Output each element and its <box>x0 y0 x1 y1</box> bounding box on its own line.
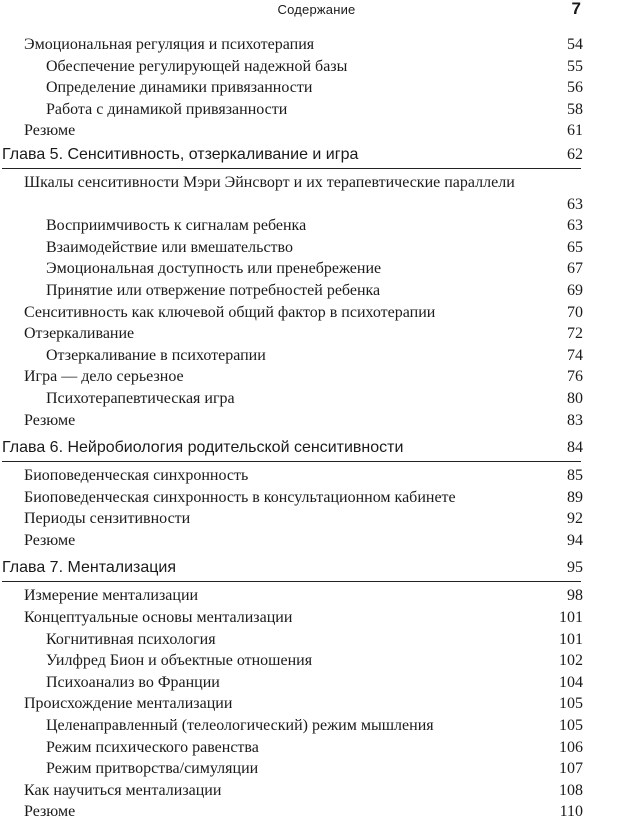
toc-entry-title: Резюме <box>24 411 76 429</box>
toc-entry-title: Игра — дело серьезное <box>24 368 184 386</box>
toc-section <box>0 801 633 823</box>
toc-entry-page: 106 <box>559 738 583 756</box>
toc-section <box>0 487 633 509</box>
toc-entry-page: 76 <box>567 368 583 386</box>
toc-section <box>0 465 633 487</box>
chapter-rule <box>2 581 581 582</box>
toc-entry-page: 69 <box>567 281 583 299</box>
toc-entry-page: 94 <box>567 531 583 549</box>
toc-subsection <box>0 280 633 302</box>
toc-entry-page: 55 <box>567 57 583 75</box>
toc-entry-title: Работа с динамикой привязанности <box>46 100 288 118</box>
toc-entry-title: Происхождение ментализации <box>24 695 233 713</box>
toc-section <box>0 172 633 215</box>
toc-section <box>0 302 633 324</box>
toc-entry-title: Целенаправленный (телеологический) режим мышления <box>46 717 434 735</box>
toc-entry-title: Восприимчивость к сигналам ребенка <box>46 217 307 235</box>
toc-entry-page: 74 <box>567 346 583 364</box>
toc-entry-page: 58 <box>567 100 583 118</box>
toc-entry-page: 105 <box>559 695 583 713</box>
toc-subsection <box>0 672 633 694</box>
toc-entry-title: Обеспечение регулирующей надежной базы <box>46 57 348 75</box>
page-number: 7 <box>571 0 581 18</box>
toc-entry-title: Резюме <box>24 803 76 821</box>
toc-entry-page: 63 <box>567 195 583 213</box>
chapter-title: Глава 6. Нейробиология родительской сенситивности <box>2 439 404 457</box>
toc-entry-page: 63 <box>567 217 583 235</box>
toc-entry-title: Психотерапевтическая игра <box>46 389 235 407</box>
chapter-rule <box>2 461 581 462</box>
toc-subsection <box>0 77 633 99</box>
toc-entry-page: 54 <box>567 36 583 53</box>
toc-subsection <box>0 737 633 759</box>
chapter-page: 95 <box>567 559 583 577</box>
toc-entry-page: 65 <box>567 238 583 256</box>
toc-entry-page: 104 <box>559 673 583 691</box>
chapter-heading <box>0 551 633 585</box>
toc-subsection <box>0 345 633 367</box>
toc-entry-page: 102 <box>559 652 583 670</box>
toc-entry-title: Психоанализ во Франции <box>46 673 220 691</box>
toc-entry-title: Как научиться ментализации <box>24 781 222 799</box>
toc-subsection <box>0 215 633 237</box>
toc-entry-page: 108 <box>559 781 583 799</box>
toc-entry-page: 67 <box>567 260 583 278</box>
chapter-page: 62 <box>567 145 583 163</box>
toc-entry-title: Биоповеденческая синхронность в консультационном кабинете <box>24 488 456 506</box>
toc-entry-title: Уилфред Бион и объектные отношения <box>46 652 313 670</box>
toc-section <box>0 34 633 56</box>
toc-entry-title: Периоды сензитивности <box>24 510 191 528</box>
toc-entry-title: Режим притворства/симуляции <box>46 760 259 778</box>
toc-entry-title: Резюме <box>24 531 76 549</box>
table-of-contents <box>0 34 633 823</box>
toc-entry-title: Измерение ментализации <box>24 587 199 605</box>
toc-section <box>0 508 633 530</box>
chapter-title: Глава 7. Ментализация <box>2 559 177 577</box>
toc-section <box>0 323 633 345</box>
toc-entry-title: Взаимодействие или вмешательство <box>46 238 293 256</box>
toc-entry-page: 85 <box>567 467 583 485</box>
toc-subsection <box>0 629 633 651</box>
toc-entry-page: 61 <box>567 122 583 140</box>
toc-entry-page: 72 <box>567 325 583 343</box>
chapter-title: Глава 5. Сенситивность, отзеркаливание и игра <box>2 145 359 163</box>
toc-entry-page: 83 <box>567 411 583 429</box>
toc-entry-page: 107 <box>559 760 583 778</box>
toc-section <box>0 780 633 802</box>
toc-subsection <box>0 56 633 78</box>
running-title: Содержание <box>277 2 356 17</box>
toc-entry-title: Принятие или отвержение потребностей ребенка <box>46 281 381 299</box>
toc-entry-page: 105 <box>559 717 583 735</box>
toc-section <box>0 607 633 629</box>
toc-entry-page: 56 <box>567 79 583 97</box>
toc-subsection <box>0 758 633 780</box>
toc-section <box>0 585 633 607</box>
chapter-heading <box>0 431 633 465</box>
page-header <box>0 0 633 22</box>
toc-entry-page: 101 <box>559 609 583 627</box>
toc-subsection <box>0 650 633 672</box>
toc-entry-title: Резюме <box>24 122 76 140</box>
toc-entry-title: Эмоциональная доступность или пренебрежение <box>46 260 382 278</box>
toc-entry-title: Режим психического равенства <box>46 738 259 756</box>
chapter-rule <box>2 168 581 169</box>
toc-entry-page: 70 <box>567 303 583 321</box>
toc-section <box>0 120 633 142</box>
toc-section <box>0 530 633 552</box>
toc-entry-title: Шкалы сенситивности Мэри Эйнсворт и их терапевтические параллели <box>24 173 515 191</box>
toc-entry-title: Отзеркаливание <box>24 325 135 343</box>
toc-entry-title: Концептуальные основы ментализации <box>24 609 293 627</box>
toc-entry-title: Сенситивность как ключевой общий фактор в психотерапии <box>24 303 436 321</box>
toc-entry-page: 98 <box>567 587 583 605</box>
toc-entry-page: 89 <box>567 488 583 506</box>
toc-entry-page: 92 <box>567 510 583 528</box>
toc-entry-title: Эмоциональная регуляция и психотерапия <box>24 36 315 53</box>
toc-section <box>0 410 633 432</box>
toc-entry-title: Отзеркаливание в психотерапии <box>46 346 266 364</box>
toc-entry-title: Определение динамики привязанности <box>46 79 313 97</box>
toc-entry-title: Биоповеденческая синхронность <box>24 467 249 485</box>
toc-entry-title: Когнитивная психология <box>46 630 216 648</box>
toc-entry-page: 110 <box>559 803 583 821</box>
toc-subsection <box>0 99 633 121</box>
toc-subsection <box>0 237 633 259</box>
toc-entry-page: 101 <box>559 630 583 648</box>
toc-section <box>0 366 633 388</box>
toc-subsection <box>0 715 633 737</box>
toc-entry-page: 80 <box>567 389 583 407</box>
toc-section <box>0 693 633 715</box>
toc-subsection <box>0 258 633 280</box>
chapter-page: 84 <box>567 439 583 457</box>
chapter-heading <box>0 142 633 172</box>
toc-subsection <box>0 388 633 410</box>
